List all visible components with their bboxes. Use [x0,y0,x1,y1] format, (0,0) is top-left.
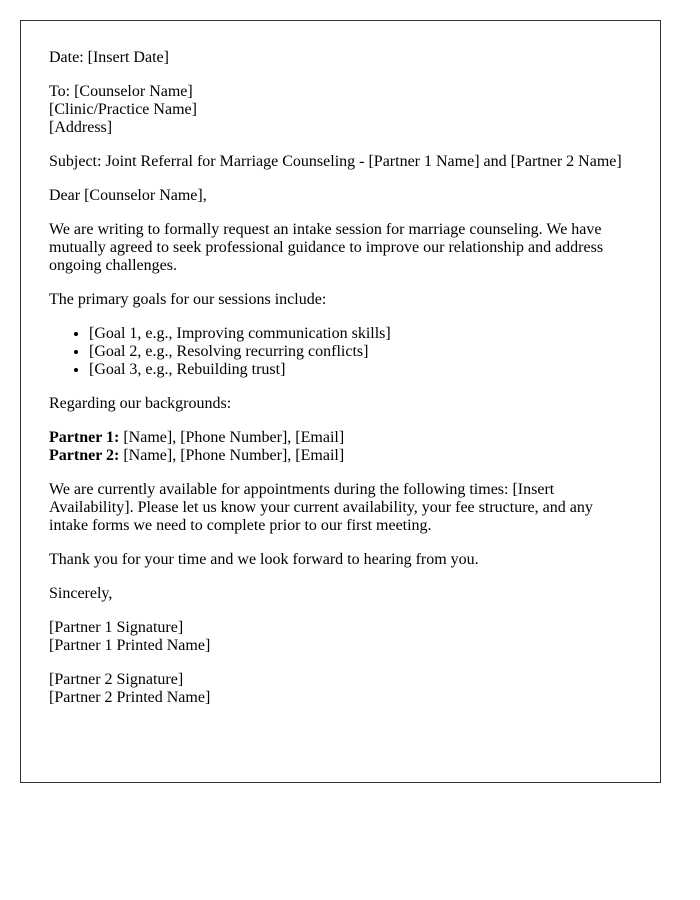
partner-2-signature: [Partner 2 Signature] [49,671,184,688]
signature-block-1 [49,619,632,655]
partner-2-printed-name: [Partner 2 Printed Name] [49,689,211,706]
availability-paragraph: We are currently available for appointments during the following times: [Insert Availability]. Please let us know your current availability, your fee structure, and any intake forms we need to complete prior to our first meeting. [49,481,593,534]
goals-list [49,325,632,379]
closing: Sincerely, [49,585,113,602]
partner-1-signature: [Partner 1 Signature] [49,619,184,636]
goals-intro: The primary goals for our sessions include: [49,291,327,308]
goal-item: • [Goal 1, e.g., Improving communication skills] [89,325,632,343]
partner-2-label: Partner 2: [49,447,120,464]
partner-1-printed-name: [Partner 1 Printed Name] [49,637,211,654]
recipient-block [49,83,632,137]
backgrounds-intro: Regarding our backgrounds: [49,395,232,412]
recipient-name: To: [Counselor Name] [49,83,193,100]
recipient-clinic: [Clinic/Practice Name] [49,101,197,118]
partner-1-label: Partner 1: [49,429,120,446]
salutation: Dear [Counselor Name], [49,187,207,204]
partner-2-details: [Name], [Phone Number], [Email] [119,447,345,464]
signature-block-2 [49,671,632,707]
letter [20,20,661,783]
partner-1-details: [Name], [Phone Number], [Email] [119,429,345,446]
recipient-address: [Address] [49,119,113,136]
subject-line: Subject: Joint Referral for Marriage Counseling - [Partner 1 Name] and [Partner 2 Name] [49,153,622,170]
intro-paragraph: We are writing to formally request an intake session for marriage counseling. We have mutually agreed to seek professional guidance to improve our relationship and address ongoing challenges. [49,221,604,274]
goal-item: • [Goal 3, e.g., Rebuilding trust] [89,361,632,379]
partners-block [49,429,632,465]
thanks-paragraph: Thank you for your time and we look forward to hearing from you. [49,551,479,568]
date-line: Date: [Insert Date] [49,49,169,66]
goal-item: • [Goal 2, e.g., Resolving recurring conflicts] [89,343,632,361]
